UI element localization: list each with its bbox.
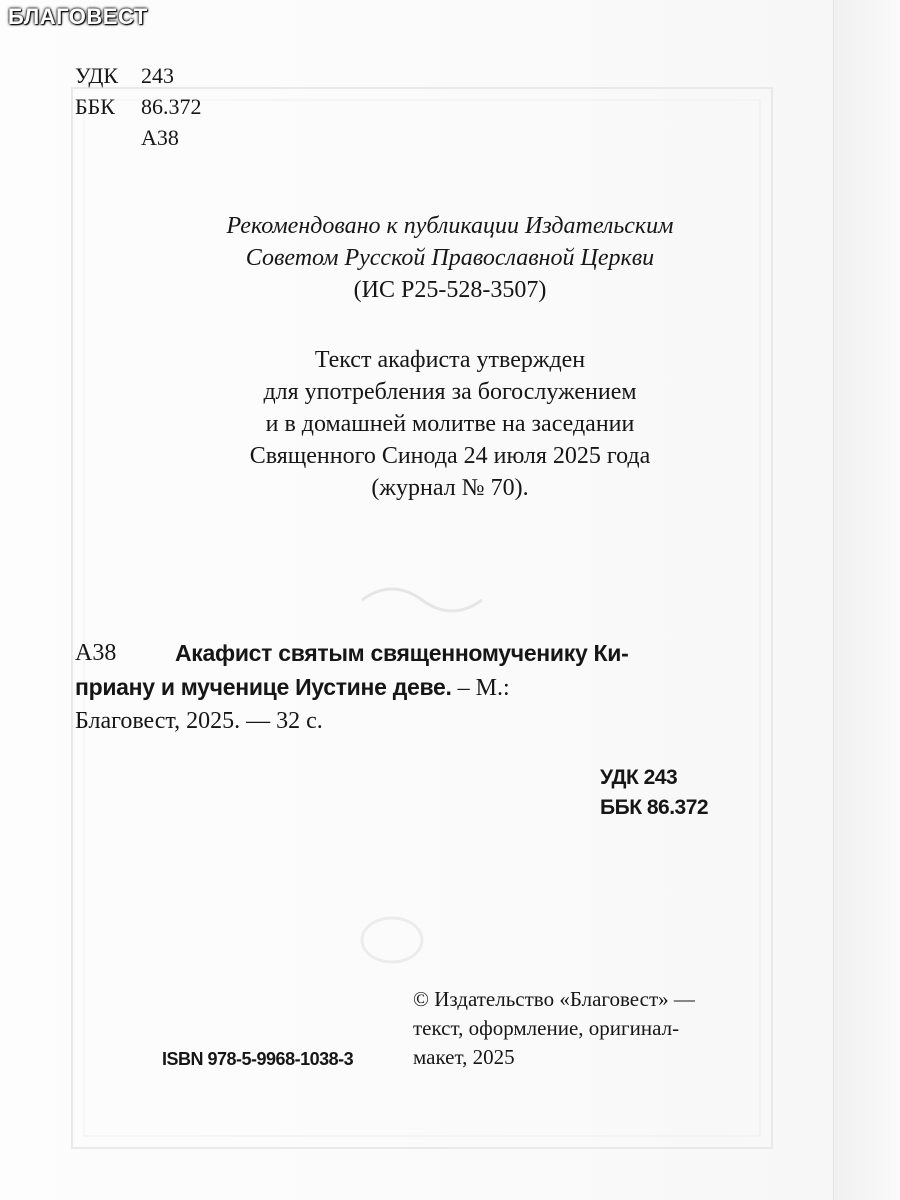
watermark-logo: БЛАГОВЕСТ [8, 4, 148, 29]
bbk-value: 86.372 [141, 94, 202, 119]
bbk-label: ББК [75, 94, 115, 119]
page-edge [833, 0, 900, 1200]
citation-line [175, 636, 723, 671]
approval-line: для употребления за богослужением [263, 379, 637, 405]
copyright-line: макет, 2025 [413, 1045, 515, 1069]
citation-text [175, 636, 723, 671]
recommendation-note [130, 210, 770, 306]
approval-note [130, 344, 770, 504]
copyright-notice [413, 985, 743, 1072]
udk-value: 243 [141, 63, 174, 88]
recommendation-line: Советом Русской Православной Церкви [245, 245, 655, 271]
approval-line: (журнал № 70). [371, 475, 529, 501]
citation-publisher-place: – М.: [451, 675, 510, 701]
copyright-line: текст, оформление, оригинал- [413, 1016, 680, 1040]
bbk-row [75, 91, 202, 122]
recommendation-line: Рекомендовано к публикации Издательским [226, 213, 674, 239]
citation-imprint: Благовест, 2025. — 32 с. [75, 708, 323, 734]
copyright-line: © Издательство «Благовест» — [413, 987, 695, 1011]
citation-line [75, 670, 725, 705]
udk-code: УДК 243 [600, 766, 678, 789]
author-sign: А38 [141, 125, 179, 150]
author-sign-row [75, 122, 202, 153]
udk-label: УДК [75, 63, 119, 88]
approval-line: Текст акафиста утвержден [314, 347, 586, 373]
approval-line: и в домашней молитве на заседании [265, 411, 635, 437]
citation-title: приану и мученице Иустине деве. [75, 674, 452, 700]
citation-code: А38 [75, 640, 117, 666]
isbn: ISBN 978-5-9968-1038-3 [162, 1049, 354, 1069]
classification-codes-right [600, 763, 708, 823]
classification-block [75, 60, 202, 153]
citation-title: Акафист святым священномученику Ки- [175, 640, 629, 666]
approval-line: Священного Синода 24 июля 2025 года [249, 443, 651, 469]
recommendation-number: (ИС Р25-528-3507) [353, 277, 547, 303]
udk-row [75, 60, 202, 91]
bbk-code: ББК 86.372 [600, 796, 709, 819]
